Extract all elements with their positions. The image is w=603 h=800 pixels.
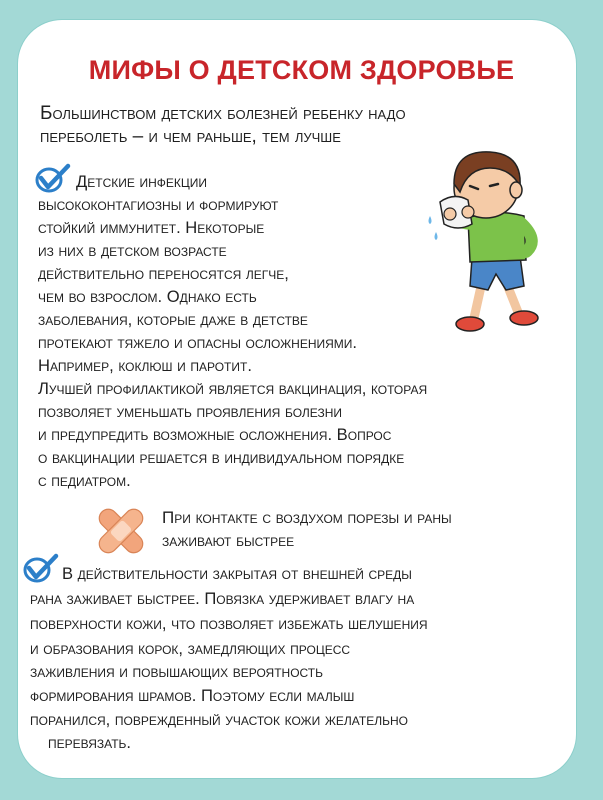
check-icon — [34, 163, 72, 193]
section2-line-1: В действительности закрытая от внешней среды — [62, 564, 412, 583]
section2-line-2: рана заживает быстрее. Повязка удерживает влагу на — [30, 589, 415, 608]
section1-line-13: о вакцинации решается в индивидуальном порядке — [38, 448, 405, 467]
section1-line-6: чем во взрослом. Однако есть — [38, 287, 257, 306]
section1-line-12: и предупредить возможные осложнения. Вопрос — [38, 425, 392, 444]
section1-line-4: из них в детском возрасте — [38, 241, 227, 260]
section1-line-1: Детские инфекции — [76, 172, 208, 191]
section1-line-5: действительно переносятся легче, — [38, 264, 289, 283]
page-title: МИФЫ О ДЕТСКОМ ЗДОРОВЬЕ — [88, 55, 515, 85]
check-icon — [22, 553, 60, 583]
section1-line-8: протекают тяжело и опасны осложнениями. — [38, 333, 358, 352]
section2-line-4: и образования корок, замедляющих процесс — [30, 639, 351, 658]
section1-line-3: стойкий иммунитет. Некоторые — [38, 218, 265, 237]
bandage-icon — [88, 498, 154, 564]
sneezing-boy-illustration — [424, 140, 574, 340]
section2-line-7: поранился, поврежденный участок кожи желательно — [30, 710, 408, 729]
section1-line-9: Например, коклюш и паротит. — [38, 356, 252, 375]
section1-line-14: с педиатром. — [38, 471, 131, 490]
section2-line-3: поверхности кожи, что позволяет избежать шелушения — [30, 614, 428, 633]
section1-line-7: заболевания, которые даже в детстве — [38, 310, 308, 329]
myth1-line-2: переболеть – и чем раньше, тем лучше — [40, 126, 341, 147]
section1-line-10: Лучшей профилактикой является вакцинация, которая — [38, 379, 428, 398]
myth2-line-1: При контакте с воздухом порезы и раны — [162, 508, 452, 527]
section2-line-6: формирования шрамов. Поэтому если малыш — [30, 686, 355, 705]
section1-line-2: высококонтагиозны и формируют — [38, 195, 279, 214]
section2-line-5: заживления и повышающих вероятность — [30, 662, 323, 681]
section2-line-8: перевязать. — [48, 733, 132, 752]
section1-line-11: позволяет уменьшать проявления болезни — [38, 402, 343, 421]
myth1-line-1: Большинством детских болезней ребенку надо — [40, 103, 406, 124]
myth2-line-2: заживают быстрее — [162, 531, 295, 550]
